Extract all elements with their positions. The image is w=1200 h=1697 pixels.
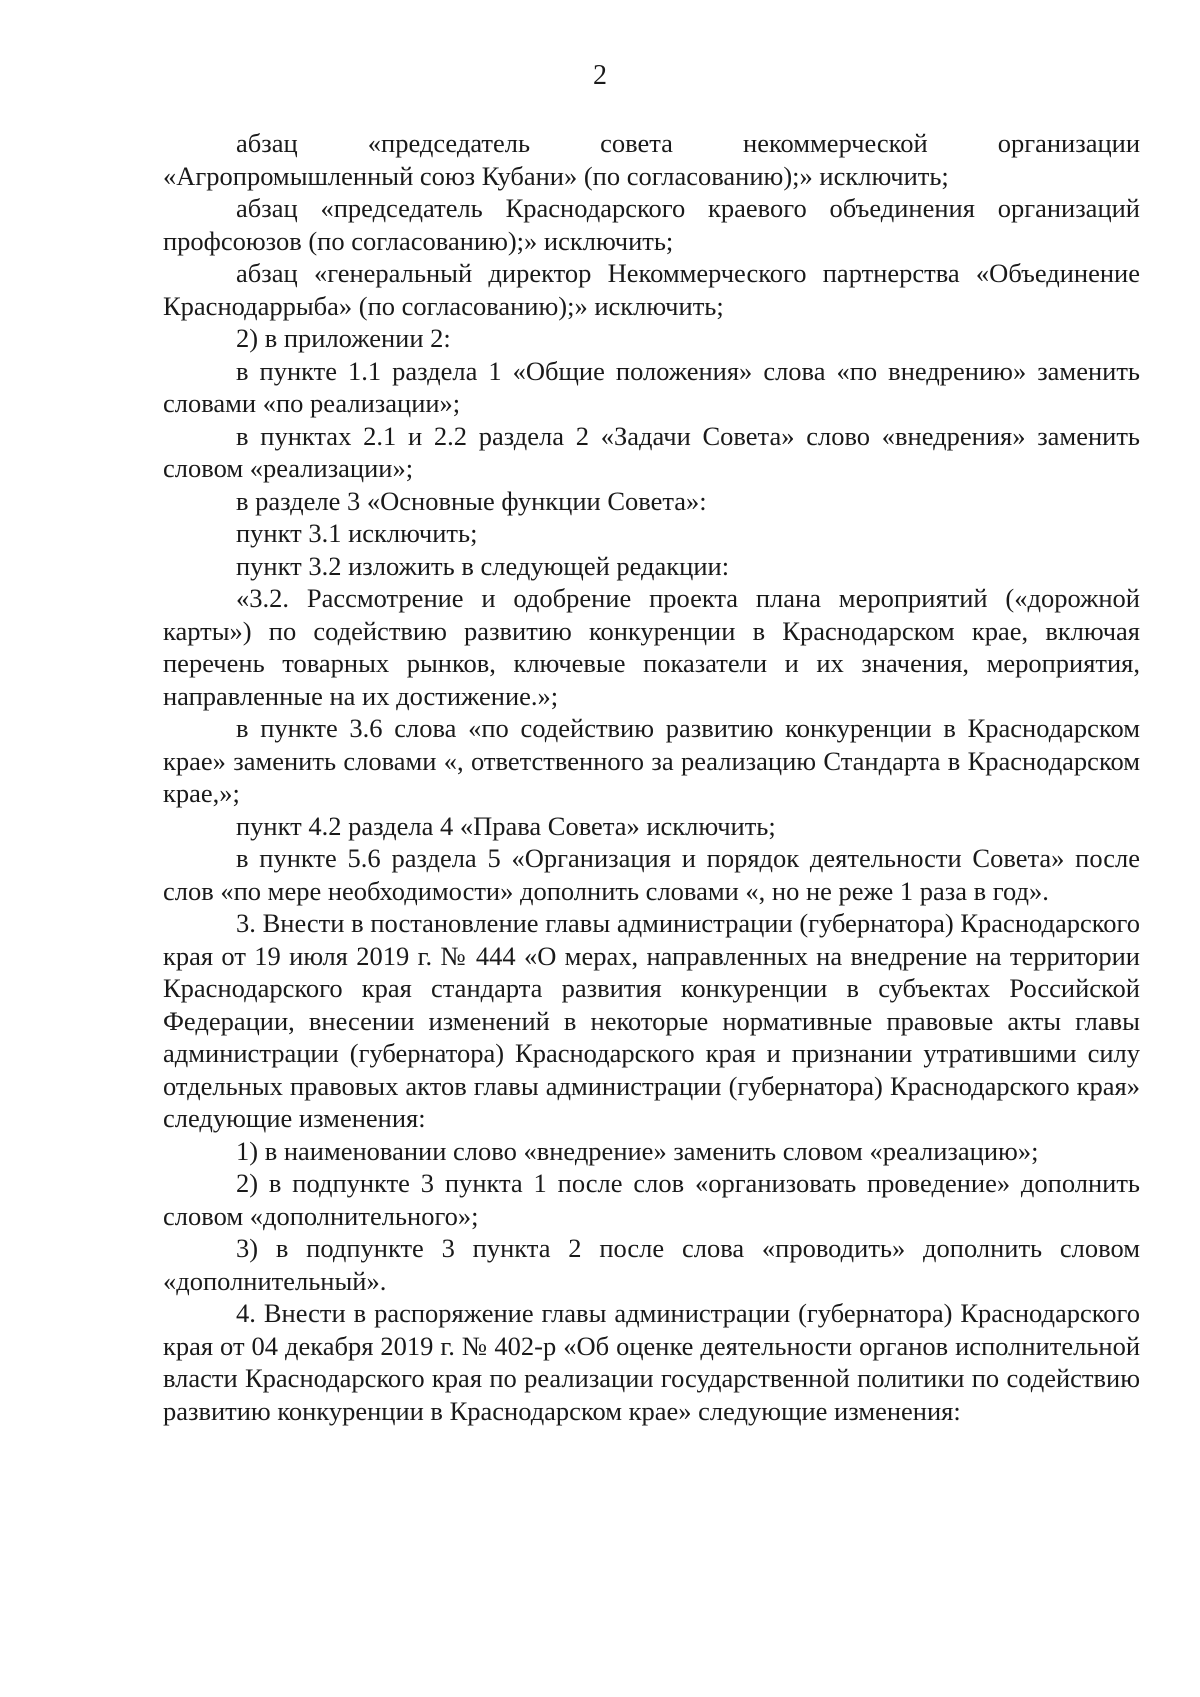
paragraph-3: абзац «генеральный директор Некоммерческого партнерства «Объединение Краснодаррыба» (по согласованию);» исключить;	[163, 258, 1140, 321]
paragraph-11: в пункте 3.6 слова «по содействию развитию конкуренции в Краснодарском крае» заменить словами «, ответственного за реализацию Стандарта в Краснодарском крае,»;	[163, 713, 1140, 808]
paragraph-5: в пункте 1.1 раздела 1 «Общие положения» слова «по внедрению» заменить словами «по реализации»;	[163, 355, 1140, 418]
paragraph-17: 3) в подпункте 3 пункта 2 после слова «проводить» дополнить словом «дополнительный».	[163, 1233, 1140, 1296]
document-body	[163, 127, 1140, 1427]
paragraph-9: пункт 3.2 изложить в следующей редакции:	[236, 550, 730, 581]
paragraph-1: абзац «председатель совета некоммерческой организации «Агропромышленный союз Кубани» (по согласованию);» исключить;	[163, 128, 1140, 191]
paragraph-2: абзац «председатель Краснодарского краевого объединения организаций профсоюзов (по согласованию);» исключить;	[163, 193, 1140, 256]
paragraph-6: в пунктах 2.1 и 2.2 раздела 2 «Задачи Совета» слово «внедрения» заменить словом «реализации»;	[163, 420, 1140, 483]
paragraph-16: 2) в подпункте 3 пункта 1 после слов «организовать проведение» дополнить словом «дополнительного»;	[163, 1168, 1140, 1231]
paragraph-4: 2) в приложении 2:	[236, 323, 451, 353]
paragraph-7: в разделе 3 «Основные функции Совета»:	[236, 485, 707, 516]
paragraph-15: 1) в наименовании слово «внедрение» заменить словом «реализацию»;	[236, 1135, 1039, 1166]
paragraph-18: 4. Внести в распоряжение главы администрации (губернатора) Краснодарского края от 04 декабря 2019 г. № 402-р «Об оценке деятельности органов исполнительной власти Краснодарского края по реализации государственной политики по содействию развитию конкуренции в Краснодарском крае» следующие изменения:	[163, 1298, 1140, 1426]
page-number: 2	[593, 60, 607, 91]
paragraph-10: «3.2. Рассмотрение и одобрение проекта плана мероприятий («дорожной карты») по содействию развитию конкуренции в Краснодарском крае, включая перечень товарных рынков, ключевые показатели и их значения, мероприятия, направленные на их достижение.»;	[163, 583, 1140, 711]
paragraph-12: пункт 4.2 раздела 4 «Права Совета» исключить;	[236, 810, 776, 841]
paragraph-8: пункт 3.1 исключить;	[236, 518, 478, 548]
paragraph-13: в пункте 5.6 раздела 5 «Организация и порядок деятельности Совета» после слов «по мере необходимости» дополнить словами «, но не реже 1 раза в год».	[163, 843, 1140, 906]
paragraph-14: 3. Внести в постановление главы администрации (губернатора) Краснодарского края от 19 июля 2019 г. № 444 «О мерах, направленных на внедрение на территории Краснодарского края стандарта развития конкуренции в субъектах Российской Федерации, внесении изменений в некоторые нормативные правовые акты главы администрации (губернатора) Краснодарского края и признании утратившими силу отдельных правовых актов главы администрации (губернатора) Краснодарского края» следующие изменения:	[163, 908, 1140, 1133]
